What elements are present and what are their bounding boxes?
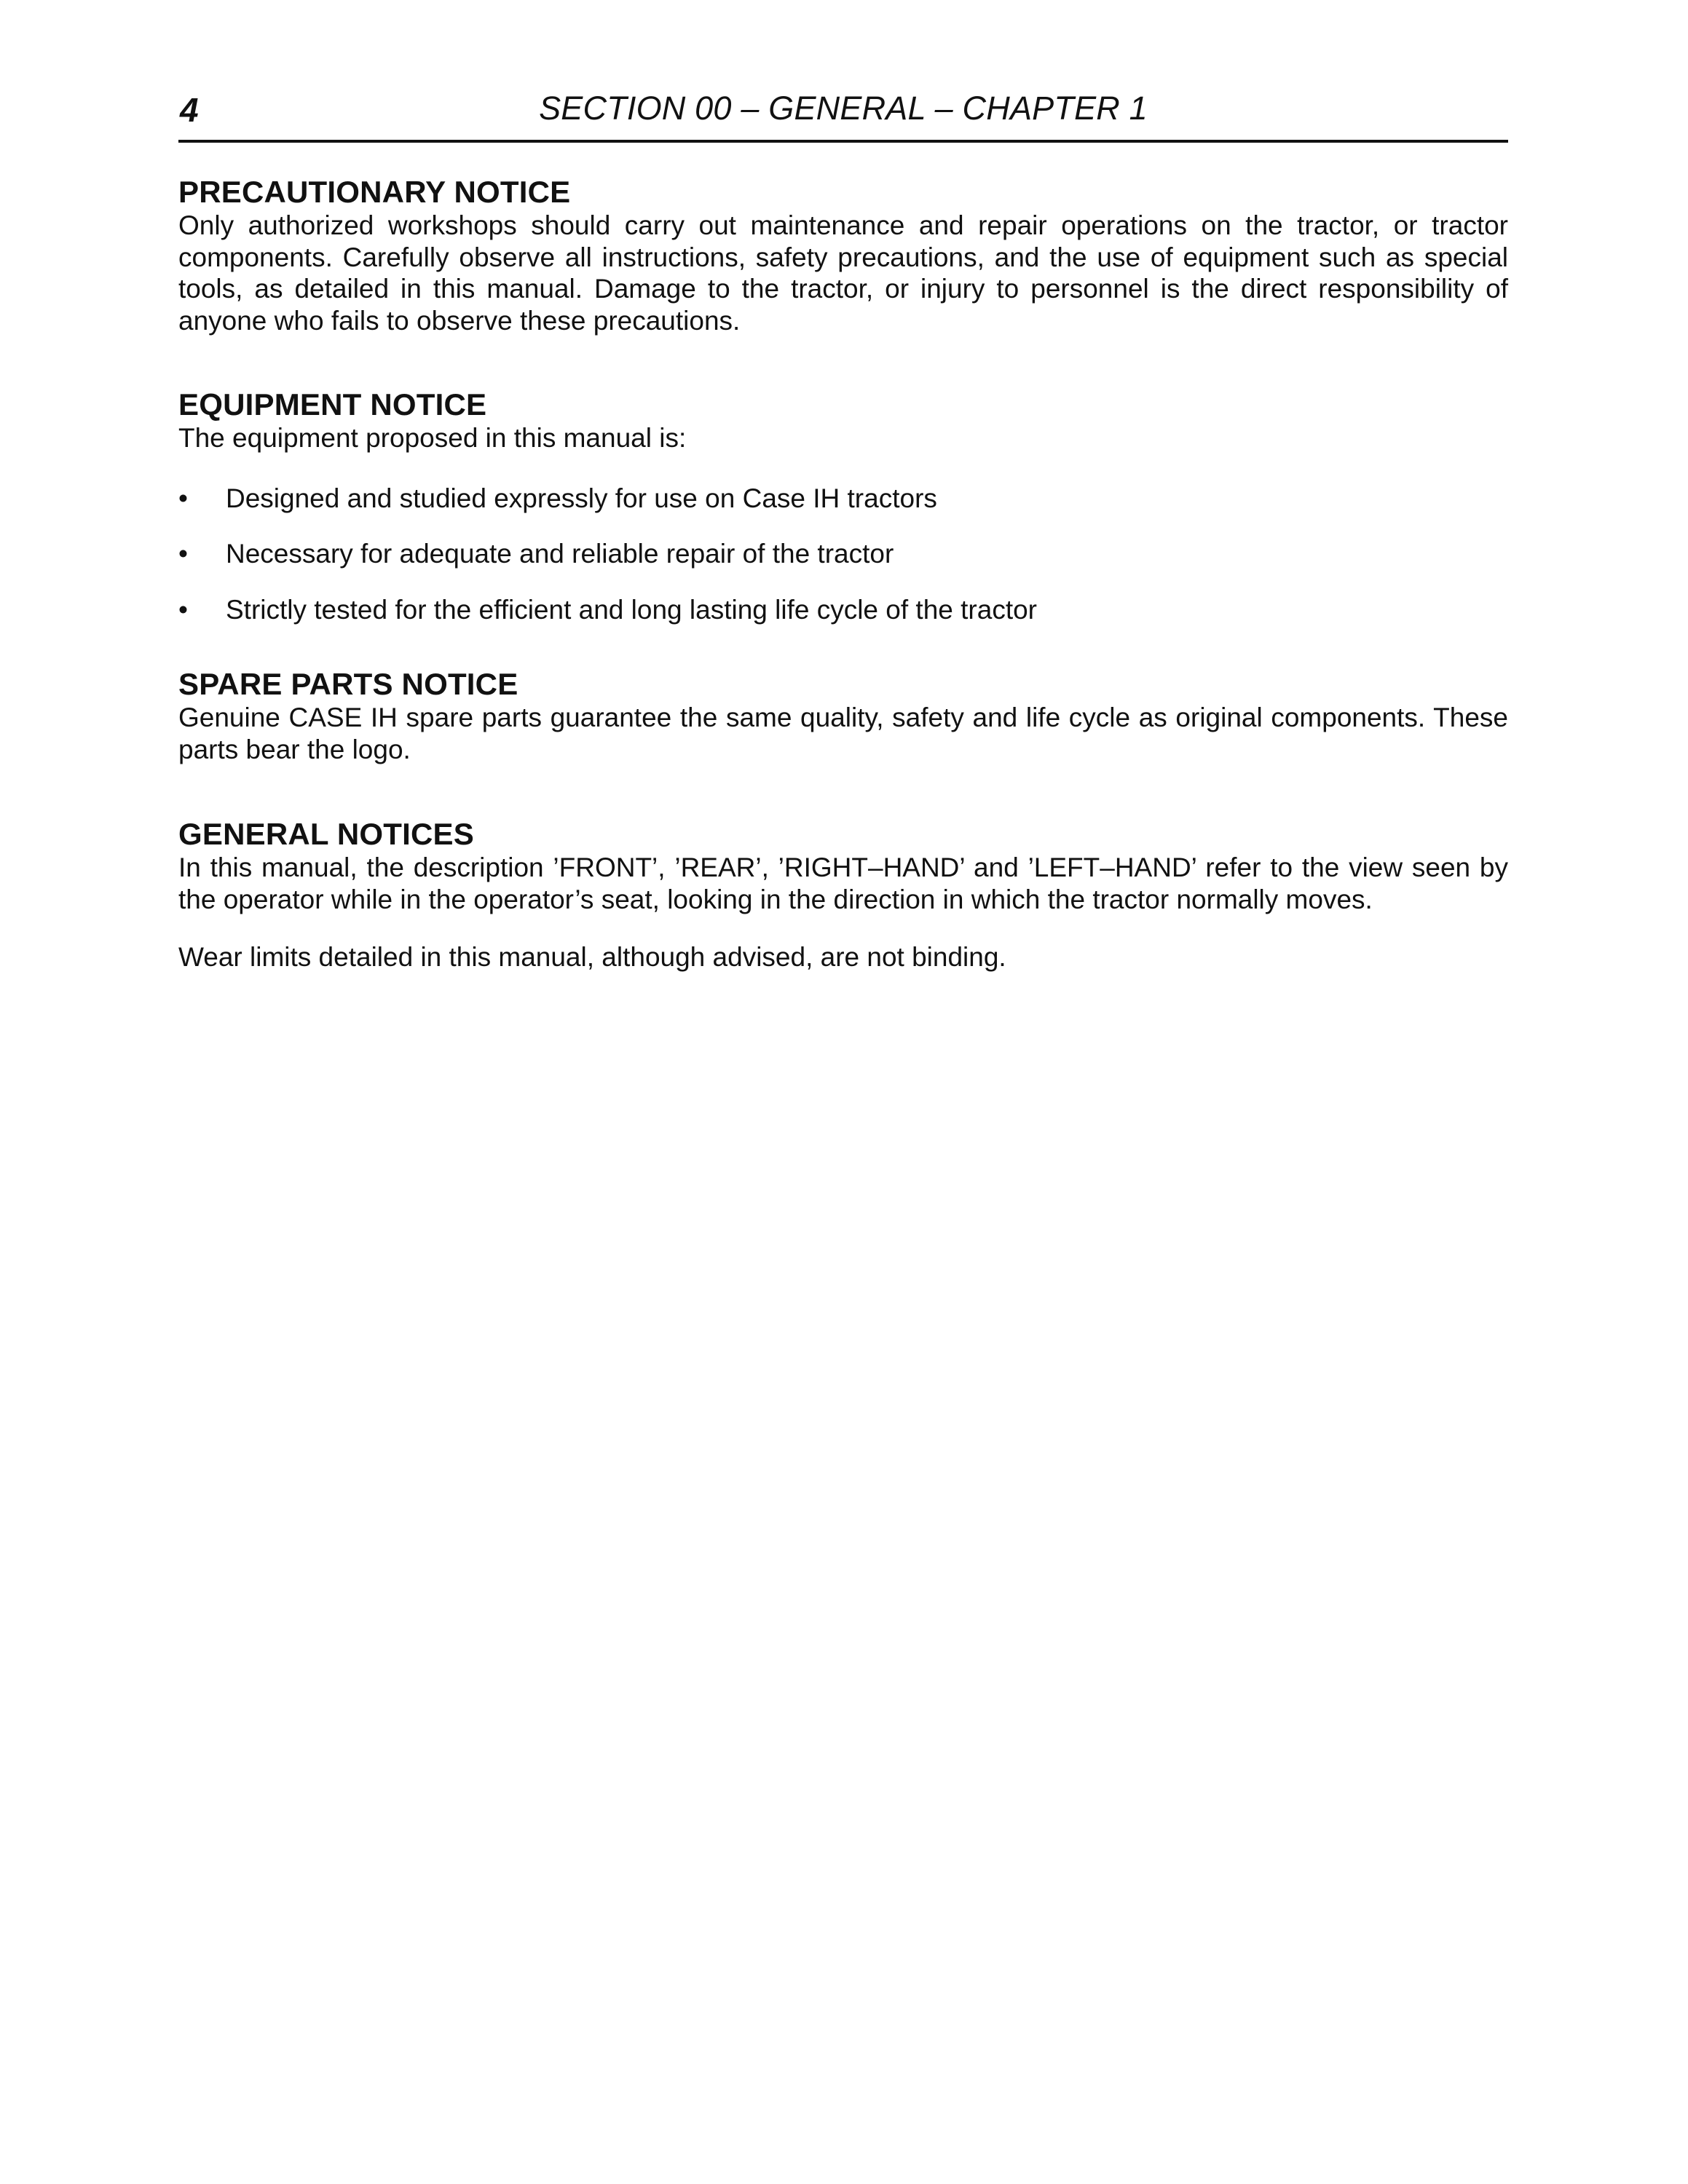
list-item bbox=[178, 538, 1508, 570]
running-head: SECTION 00 – GENERAL – CHAPTER 1 bbox=[539, 90, 1148, 127]
spare-parts-notice-heading: SPARE PARTS NOTICE bbox=[178, 667, 518, 701]
wear-limits-note: Wear limits detailed in this manual, although advised, are not binding. bbox=[178, 942, 1006, 972]
general-notices-body: In this manual, the description ’FRONT’, ’REAR’, ’RIGHT–HAND’ and ’LEFT–HAND’ refer to the view seen by the operator while in the operator’s seat, looking in the direction in which the tractor normally moves. bbox=[178, 852, 1508, 914]
precautionary-notice-heading: PRECAUTIONARY NOTICE bbox=[178, 175, 571, 209]
list-item bbox=[178, 594, 1508, 626]
manual-page bbox=[178, 0, 1508, 2184]
equipment-notice-intro: The equipment proposed in this manual is: bbox=[178, 423, 687, 453]
general-notices-section bbox=[178, 817, 1508, 973]
precautionary-notice-body: Only authorized workshops should carry out maintenance and repair operations on the tractor, or tractor components. Carefully observe all instructions, safety precautions, and the use of equipment such as special tools, as detailed in this manual. Damage to the tractor, or injury to personnel is the direct responsibility of anyone who fails to observe these precautions. bbox=[178, 210, 1508, 336]
list-item-text: Strictly tested for the efficient and long lasting life cycle of the tractor bbox=[226, 594, 1037, 625]
equipment-notice-heading: EQUIPMENT NOTICE bbox=[178, 387, 487, 422]
precautionary-notice-section bbox=[178, 175, 1508, 336]
list-item-text: Necessary for adequate and reliable repair of the tractor bbox=[226, 539, 894, 569]
bullet-icon: • bbox=[178, 539, 188, 569]
page-number: 4 bbox=[180, 91, 199, 129]
page-header bbox=[178, 86, 1508, 143]
bullet-icon: • bbox=[178, 483, 188, 513]
list-item-text: Designed and studied expressly for use on Case IH tractors bbox=[226, 483, 937, 513]
spare-parts-notice-section bbox=[178, 667, 1508, 765]
list-item bbox=[178, 483, 1508, 515]
equipment-notice-section bbox=[178, 387, 1508, 649]
equipment-list bbox=[178, 483, 1508, 626]
bullet-icon: • bbox=[178, 594, 188, 625]
spare-parts-notice-body: Genuine CASE IH spare parts guarantee the same quality, safety and life cycle as original components. These parts bear the logo. bbox=[178, 703, 1508, 764]
general-notices-heading: GENERAL NOTICES bbox=[178, 817, 474, 851]
